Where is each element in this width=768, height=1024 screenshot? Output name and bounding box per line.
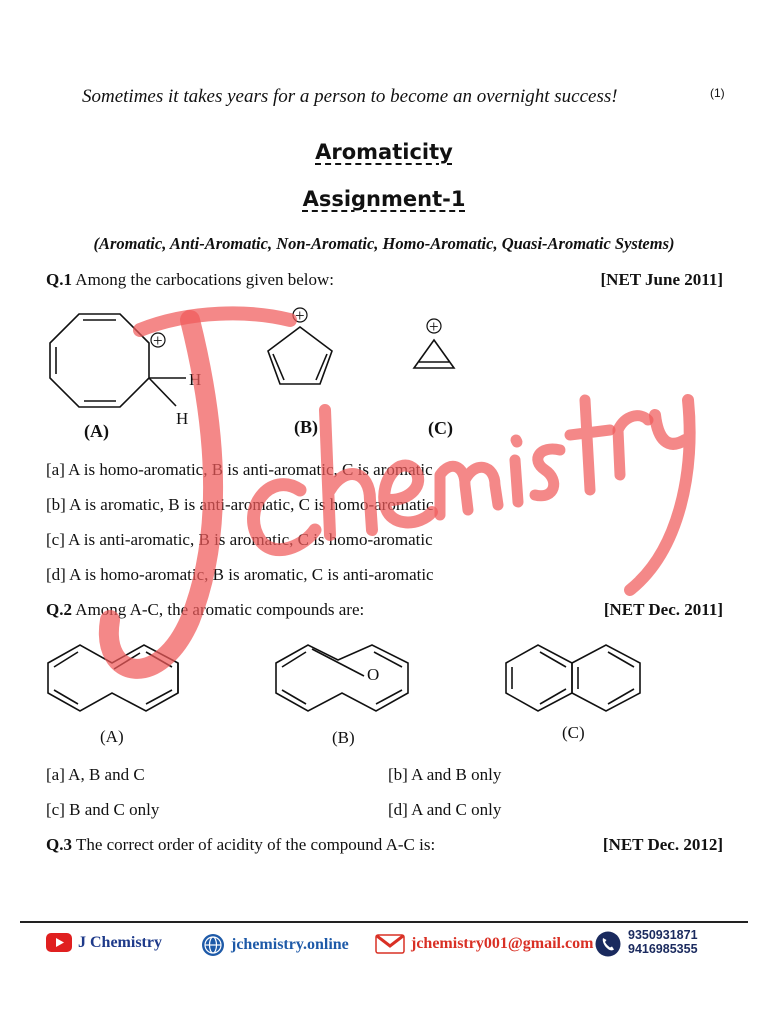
email-link[interactable] bbox=[375, 933, 593, 955]
email-address: jchemistry001@gmail.com bbox=[411, 935, 594, 952]
option-c: [c] A is anti-aromatic, B is aromatic, C is homo-aromatic bbox=[46, 530, 433, 549]
label-a: (A) bbox=[84, 421, 109, 441]
oxygen-atom: O bbox=[367, 665, 380, 684]
gmail-icon bbox=[375, 933, 405, 955]
page-number: (1) bbox=[710, 86, 725, 100]
question-text: Among A-C, the aromatic compounds are: bbox=[75, 600, 365, 619]
question-2 bbox=[46, 600, 364, 620]
question-3 bbox=[46, 835, 435, 855]
phone-number[interactable]: 9416985355 bbox=[628, 942, 698, 956]
option-b: [b] A and B only bbox=[388, 765, 502, 784]
youtube-icon bbox=[46, 933, 72, 952]
plus-charge: + bbox=[153, 331, 163, 350]
question-text: Among the carbocations given below: bbox=[75, 270, 335, 289]
exam-tag: [NET Dec. 2011] bbox=[603, 600, 723, 619]
option-a: [a] A is homo-aromatic, B is anti-aromatic, C is aromatic bbox=[46, 460, 433, 479]
globe-icon bbox=[201, 933, 225, 957]
website-url: jchemistry.online bbox=[231, 936, 349, 953]
option-a: [a] A, B and C bbox=[46, 765, 145, 784]
youtube-channel-link[interactable] bbox=[46, 933, 162, 952]
option-b: [b] A is aromatic, B is anti-aromatic, C is homo-aromatic bbox=[46, 495, 434, 514]
youtube-channel-name: J Chemistry bbox=[78, 933, 162, 951]
website-link[interactable] bbox=[201, 933, 349, 957]
question-number: Q.2 bbox=[46, 600, 72, 619]
label-a: (A) bbox=[100, 727, 124, 746]
label-c: (C) bbox=[428, 418, 453, 438]
hydrogen-atom: H bbox=[176, 409, 189, 428]
question-number: Q.3 bbox=[46, 835, 72, 854]
option-d: [d] A and C only bbox=[388, 800, 502, 819]
label-b: (B) bbox=[294, 417, 318, 437]
exam-tag: [NET Dec. 2012] bbox=[602, 835, 723, 854]
structure-q2-c bbox=[0, 0, 1, 1]
option-d: [d] A is homo-aromatic, B is aromatic, C is anti-aromatic bbox=[46, 565, 434, 584]
assignment-title: Assignment-1 bbox=[302, 187, 466, 211]
question-number: Q.1 bbox=[46, 270, 72, 289]
hydrogen-atom: H bbox=[189, 370, 202, 389]
option-c: [c] B and C only bbox=[46, 800, 160, 819]
topic-subtitle: (Aromatic, Anti-Aromatic, Non-Aromatic, Homo-Aromatic, Quasi-Aromatic Systems) bbox=[93, 234, 675, 253]
page-title: Aromaticity bbox=[315, 140, 453, 164]
motivational-quote: Sometimes it takes years for a person to become an overnight success! bbox=[82, 86, 618, 107]
phone-numbers[interactable] bbox=[628, 928, 698, 956]
exam-tag: [NET June 2011] bbox=[600, 270, 723, 289]
phone-number[interactable]: 9350931871 bbox=[628, 928, 698, 942]
phone-icon bbox=[595, 931, 621, 957]
question-text: The correct order of acidity of the compound A-C is: bbox=[75, 835, 436, 854]
label-c: (C) bbox=[562, 723, 585, 742]
plus-charge: + bbox=[295, 306, 305, 325]
plus-charge: + bbox=[429, 317, 439, 336]
footer-divider bbox=[20, 921, 748, 923]
label-b: (B) bbox=[332, 728, 355, 747]
question-1 bbox=[46, 270, 334, 290]
